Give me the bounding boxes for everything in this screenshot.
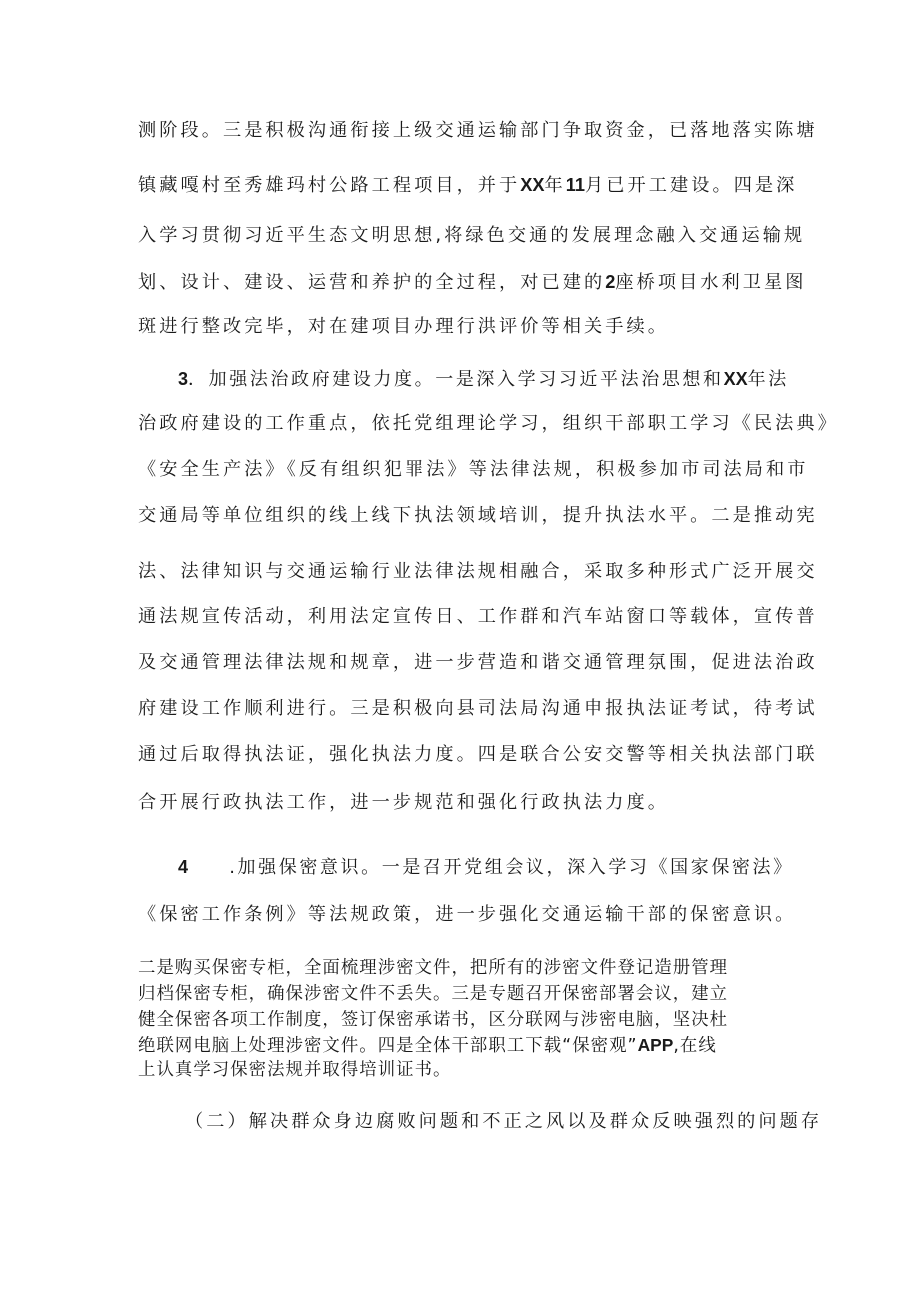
text-line: 通法规宣传活动，利用法定宣传日、工作群和汽车站窗口等载体，宣传普 <box>138 606 818 627</box>
section-4-heading: 4 .加强保密意识。一是召开党组会议，深入学习《国家保密法》 <box>178 857 794 878</box>
text-line: 绝联网电脑上处理涉密文件。四是全体干部职工下载“保密观”APP,在线 <box>138 1035 717 1056</box>
text-line: 通过后取得执法证，强化执法力度。四是联合公安交警等相关执法部门联 <box>138 744 818 765</box>
text-line: 《保密工作条例》等法规政策，进一步强化交通运输干部的保密意识。 <box>138 904 797 925</box>
text-line: 治政府建设的工作重点，依托党组理论学习，组织干部职工学习《民法典》 <box>138 413 839 434</box>
text-line: 法、法律知识与交通运输行业法律法规相融合，采取多种形式广泛开展交 <box>138 561 818 582</box>
text-line: 交通局等单位组织的线上线下执法领域培训，提升执法水平。二是推动宪 <box>138 505 818 526</box>
text-line: 及交通管理法律法规和规章，进一步营造和谐交通管理氛围，促进法治政 <box>138 652 818 673</box>
text-line: 入学习贯彻习近平生态文明思想,将绿色交通的发展理念融入交通运输规 <box>138 225 806 246</box>
text-line: 二是购买保密专柜，全面梳理涉密文件，把所有的涉密文件登记造册管理 <box>138 958 729 978</box>
text-line: 合开展行政执法工作，进一步规范和强化行政执法力度。 <box>138 792 669 813</box>
section-3-heading: 3．加强法治政府建设力度。一是深入学习习近平法治思想和XX年法 <box>178 369 789 390</box>
text-line: 归档保密专柜，确保涉密文件不丢失。三是专题召开保密部署会议，建立 <box>138 984 729 1004</box>
text-line: 测阶段。三是积极沟通衔接上级交通运输部门争取资金，已落地落实陈塘 <box>138 120 818 141</box>
text-line: 镇藏嘎村至秀雄玛村公路工程项目，并于XX年11月已开工建设。四是深 <box>138 175 798 196</box>
text-line: 健全保密各项工作制度，签订保密承诺书，区分联网与涉密电脑，坚决杜 <box>138 1010 729 1030</box>
section-2-heading: （二）解决群众身边腐败问题和不正之风以及群众反映强烈的问题存 <box>185 1111 823 1132</box>
text-line: 上认真学习保密法规并取得培训证书。 <box>138 1060 452 1080</box>
text-line: 斑进行整改完毕，对在建项目办理行洪评价等相关手续。 <box>138 316 669 337</box>
text-line: 府建设工作顺利进行。三是积极向县司法局沟通申报执法证考试，待考试 <box>138 698 818 719</box>
text-line: 《安全生产法》《反有组织犯罪法》等法律法规，积极参加市司法局和市 <box>138 459 809 480</box>
text-line: 划、设计、建设、运营和养护的全过程，对已建的2座桥项目水利卫星图 <box>138 272 807 293</box>
